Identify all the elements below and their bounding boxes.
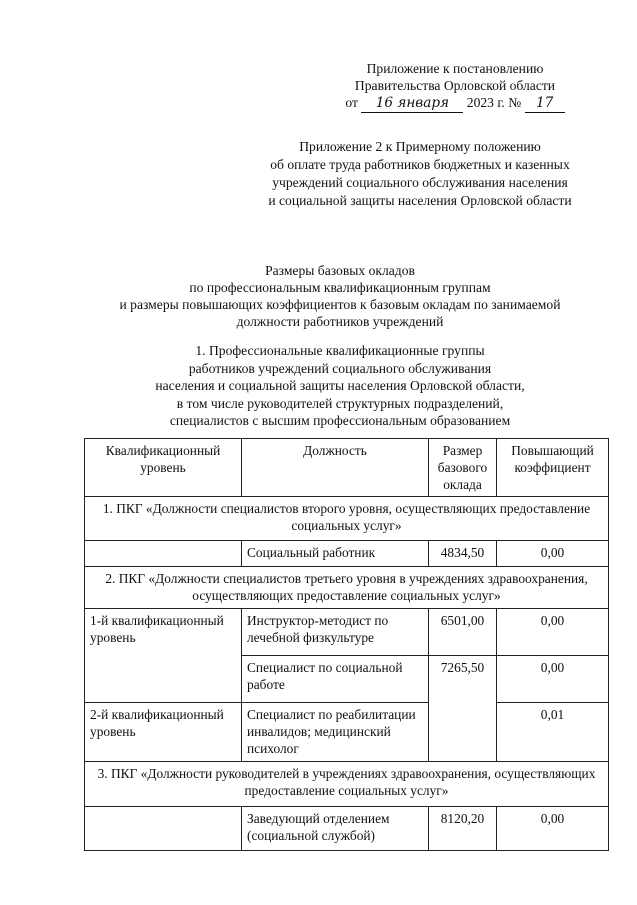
from-prefix: от [345,95,358,110]
appendix-block [245,138,595,210]
row-position: Социальный работник [242,541,429,567]
header-line-1: Приложение к постановлению [366,61,544,76]
row-level [85,541,242,567]
group-row [85,567,609,609]
resolution-header [330,60,580,113]
section-heading [70,342,610,430]
row-coefficient: 0,00 [497,656,609,703]
header-coefficient: Повышающий коэффициент [497,439,609,497]
row-position: Инструктор-методист по лечебной физкультуре [242,609,429,656]
row-coefficient: 0,00 [497,541,609,567]
title-line-1: Размеры базовых окладов [265,263,415,278]
title-line-3: и размеры повышающих коэффициентов к базовым окладам по занимаемой [119,297,561,312]
appendix-line-3: учреждений социального обслуживания населения [272,175,568,190]
row-position: Специалист по социальной работе [242,656,429,703]
section-line-2: работников учреждений социального обслуживания [188,360,492,376]
row-level: 1-й квалификационный уровень [85,609,242,703]
row-salary: 7265,50 [429,656,497,762]
table-row [85,541,609,567]
row-salary: 6501,00 [429,609,497,656]
row-salary: 4834,50 [429,541,497,567]
section-line-4: в том числе руководителей структурных подразделений, [176,395,504,411]
appendix-line-1: Приложение 2 к Примерному положению [299,139,541,154]
row-coefficient: 0,00 [497,609,609,656]
section-line-5: специалистов с высшим профессиональным образованием [169,413,511,428]
table-header-row [85,439,609,497]
group-2-title: 2. ПКГ «Должности специалистов третьего уровня в учреждениях здравоохранения, осуществляющих предоставление социальных услуг» [85,567,609,609]
document-title [70,262,610,330]
appendix-line-4: и социальной защиты населения Орловской области [268,193,572,208]
header-level: Квалификационный уровень [85,439,242,497]
section-line-3: населения и социальной защиты населения Орловской области, [155,378,525,393]
group-row [85,497,609,541]
row-position: Специалист по реабилитации инвалидов; медицинский психолог [242,703,429,762]
salary-table [84,438,609,851]
title-line-2: по профессиональным квалификационным группам [189,280,491,295]
header-position: Должность [242,439,429,497]
table-row [85,703,609,762]
row-level [85,807,242,851]
row-position: Заведующий отделением (социальной службой) [242,807,429,851]
year-text: 2023 г. № [466,95,522,110]
title-line-4: должности работников учреждений [236,314,444,329]
handwritten-number: 17 [525,95,565,113]
handwritten-date: 16 января [361,95,463,113]
group-row [85,762,609,807]
row-salary: 8120,20 [429,807,497,851]
row-coefficient: 0,00 [497,807,609,851]
header-date-line [330,94,580,113]
header-line-2: Правительства Орловской области [354,78,556,93]
table-row [85,807,609,851]
appendix-line-2: об оплате труда работников бюджетных и казенных [270,157,570,172]
row-coefficient: 0,01 [497,703,609,762]
header-salary: Размер базового оклада [429,439,497,497]
row-level: 2-й квалификационный уровень [85,703,242,762]
group-1-title: 1. ПКГ «Должности специалистов второго уровня, осуществляющих предоставление социальных услуг» [85,497,609,541]
group-3-title: 3. ПКГ «Должности руководителей в учреждениях здравоохранения, осуществляющих предоставление социальных услуг» [85,762,609,807]
section-line-1: 1. Профессиональные квалификационные группы [195,343,485,358]
table-row [85,609,609,656]
